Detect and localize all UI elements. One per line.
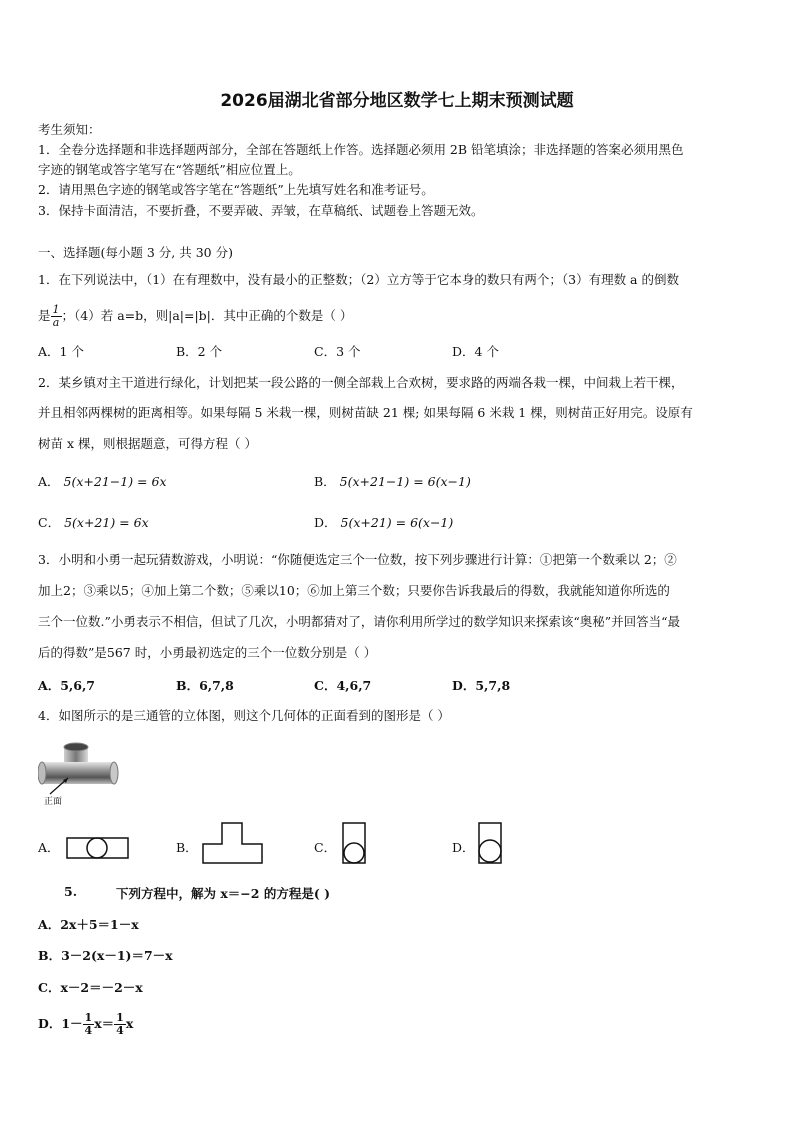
option-c-figure [340, 820, 370, 866]
notice-item: 3．保持卡面清洁，不要折叠，不要弄破、弄皱，在草稿纸、试题卷上答题无效。 [38, 203, 484, 218]
q5-option-d-end: x [125, 1016, 134, 1031]
q2-line: 并且相邻两棵树的距离相等。如果每隔 5 米栽一棵，则树苗缺 21 棵; 如果每隔 6 米栽 1 棵，则树苗正好用完。设原有 [38, 405, 693, 420]
notice-item: 1．全卷分选择题和非选择题两部分，全部在答题纸上作答。选择题必须用 2B 铅笔填涂；非选择题的答案必须用黑色 [38, 142, 684, 157]
q5-option-a[interactable]: A．2x＋5＝1－x [38, 917, 139, 932]
q5-option-d-fraction-2 [114, 1012, 126, 1037]
q2-line: 树苗 x 棵，则根据题意，可得方程（ ） [38, 436, 257, 451]
q2-option-d-label: D． [314, 515, 337, 530]
q2-option-a-label: A． [38, 474, 60, 489]
q2-option-c-label: C． [38, 515, 61, 530]
q1-fraction [51, 304, 62, 329]
q5-frac-num: 1 [84, 1011, 93, 1024]
section-heading: 一、选择题(每小题 3 分, 共 30 分) [38, 245, 233, 260]
q5-option-c[interactable]: C．x－2＝－2－x [38, 980, 143, 995]
notice-item: 字迹的钢笔或答字笔写在“答题纸”相应位置上。 [38, 162, 301, 177]
q1-line2-post: ；（4）若 a=b，则|a|=|b|．其中正确的个数是（ ） [61, 308, 353, 323]
q5-option-d[interactable] [38, 1012, 133, 1037]
option-a-figure [66, 835, 130, 861]
q3-line: 三个一位数.”小勇表示不相信，但试了几次，小明都猜对了，请你利用所学过的数学知识来探索该“奥秘”并回答当“最 [38, 614, 681, 629]
q3-option-c[interactable]: C．4,6,7 [314, 678, 372, 693]
tee-pipe-image [38, 742, 120, 798]
q5-option-d-label: D．1－ [38, 1016, 83, 1031]
q2-option-a-equation: 5(x+21−1) = 6x [63, 474, 167, 489]
q2-option-b[interactable] [314, 472, 471, 490]
q1-option-c[interactable]: C．3 个 [314, 344, 361, 359]
q5-frac-den-2: 4 [116, 1024, 124, 1037]
q2-line: 2．某乡镇对主干道进行绿化，计划把某一段公路的一侧全部栽上合欢树，要求路的两端各栽一棵，中间栽上若干棵， [38, 375, 684, 390]
option-d-figure [476, 820, 506, 866]
front-view-label: 正面 [44, 797, 63, 807]
q4-option-a-label[interactable]: A． [38, 840, 60, 855]
q5-option-d-fraction [83, 1012, 95, 1037]
q1-line2-pre: 是 [38, 308, 51, 323]
notice-item: 2．请用黑色字迹的钢笔或答字笔在“答题纸”上先填写姓名和准考证号。 [38, 182, 434, 197]
q2-option-b-equation: 5(x+21−1) = 6(x−1) [339, 474, 471, 489]
q5-option-b[interactable]: B．3－2(x－1)＝7－x [38, 948, 173, 963]
q3-line: 加上2；③乘以5；④加上第二个数；⑤乘以10；⑥加上第三个数；只要你告诉我最后的得数，我就能知道你所选的 [38, 583, 670, 598]
q5-frac-den: 4 [84, 1024, 93, 1037]
notice-heading: 考生须知： [38, 122, 101, 137]
q1-line1: 1．在下列说法中，（1）在有理数中，没有最小的正整数；（2）立方等于它本身的数只有两个；（3）有理数 a 的倒数 [38, 272, 679, 287]
q4-line: 4．如图所示的是三通管的立体图，则这个几何体的正面看到的图形是（ ） [38, 708, 450, 723]
q2-option-d[interactable] [314, 513, 453, 531]
q2-option-c[interactable] [38, 513, 149, 531]
q1-option-d[interactable]: D．4 个 [452, 344, 499, 359]
page-title: 2026届湖北省部分地区数学七上期末预测试题 [220, 91, 574, 111]
q1-frac-den: a [52, 316, 60, 329]
q1-option-b[interactable]: B．2 个 [176, 344, 223, 359]
q3-option-a[interactable]: A．5,6,7 [38, 678, 95, 693]
q5-option-d-mid: x＝ [94, 1016, 115, 1031]
q3-line: 3．小明和小勇一起玩猜数游戏，小明说：“你随便选定三个一位数，按下列步骤进行计算：①把第一个数乘以 2；② [38, 552, 677, 567]
q5-question: 下列方程中，解为 x＝−2 的方程是( ) [116, 886, 331, 901]
q5-frac-num-2: 1 [116, 1011, 124, 1024]
q4-option-d-label[interactable]: D． [452, 840, 475, 855]
q5-number: 5. [64, 884, 78, 899]
q3-option-d[interactable]: D．5,7,8 [452, 678, 511, 693]
q3-line: 后的得数”是567 时，小勇最初选定的三个一位数分别是（ ） [38, 645, 377, 660]
q3-option-b[interactable]: B．6,7,8 [176, 678, 234, 693]
q1-frac-num: 1 [52, 303, 60, 316]
q2-option-a[interactable] [38, 472, 167, 490]
q1-line2 [38, 304, 758, 329]
q2-option-b-label: B． [314, 474, 336, 489]
q4-option-b-label[interactable]: B． [176, 840, 198, 855]
q2-option-c-equation: 5(x+21) = 6x [64, 515, 149, 530]
q4-option-c-label[interactable]: C． [314, 840, 337, 855]
option-b-figure [200, 820, 266, 866]
q1-option-a[interactable]: A．1 个 [38, 344, 84, 359]
q2-option-d-equation: 5(x+21) = 6(x−1) [340, 515, 454, 530]
